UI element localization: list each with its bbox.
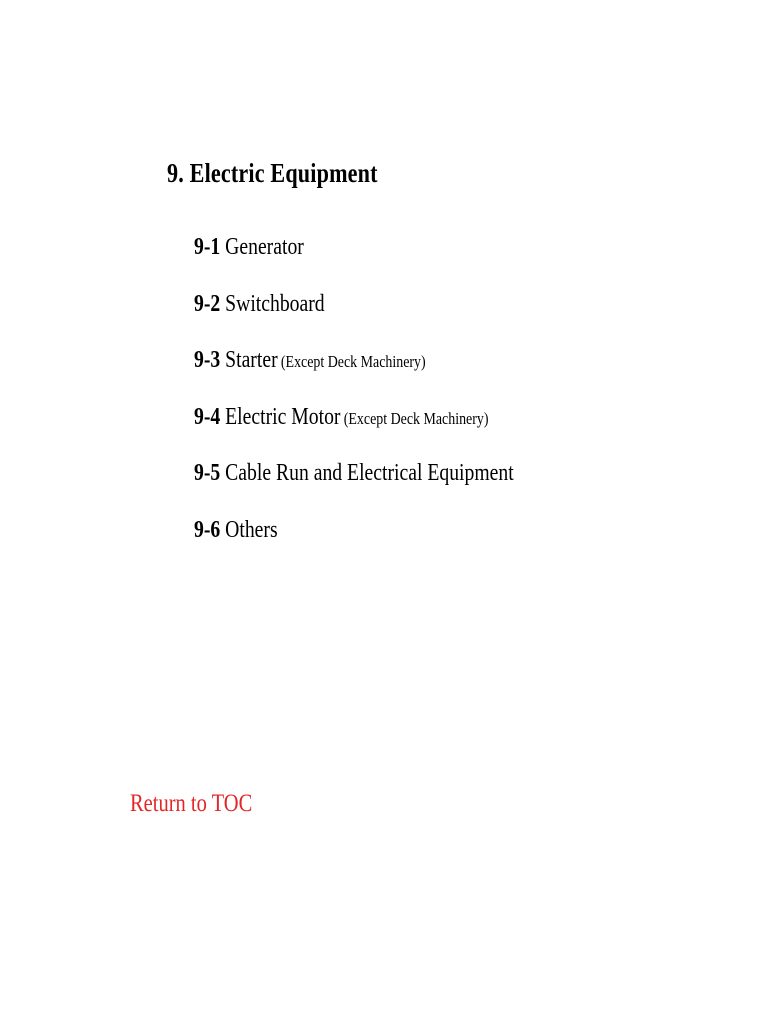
- subsection-label: Others: [225, 516, 278, 543]
- subsection-label: Generator: [225, 234, 304, 260]
- subsection-number: 9-5: [194, 460, 221, 486]
- subsection-item-9-5[interactable]: [194, 454, 514, 511]
- subsection-number: 9-3: [194, 347, 221, 373]
- subsection-label: Electric Motor: [225, 403, 341, 430]
- subsection-number: 9-6: [194, 516, 221, 543]
- subsection-item-9-6[interactable]: [194, 511, 514, 568]
- return-to-toc-link[interactable]: Return to TOC: [130, 790, 253, 817]
- section-heading: 9. Electric Equipment: [167, 158, 378, 188]
- subsection-item-9-4[interactable]: [194, 398, 514, 455]
- subsection-label: Switchboard: [225, 290, 325, 317]
- subsection-number: 9-2: [194, 290, 221, 317]
- subsection-item-9-2[interactable]: [194, 285, 514, 342]
- subsection-label: Starter: [225, 347, 278, 373]
- subsection-number: 9-4: [194, 403, 221, 430]
- subsection-list: [194, 228, 584, 567]
- subsection-note: (Except Deck Machinery): [280, 352, 426, 371]
- subsection-number: 9-1: [194, 234, 221, 260]
- subsection-label: Cable Run and Electrical Equipment: [225, 460, 514, 486]
- subsection-item-9-1[interactable]: [194, 228, 514, 285]
- subsection-item-9-3[interactable]: [194, 341, 514, 398]
- subsection-note: (Except Deck Machinery): [343, 408, 489, 428]
